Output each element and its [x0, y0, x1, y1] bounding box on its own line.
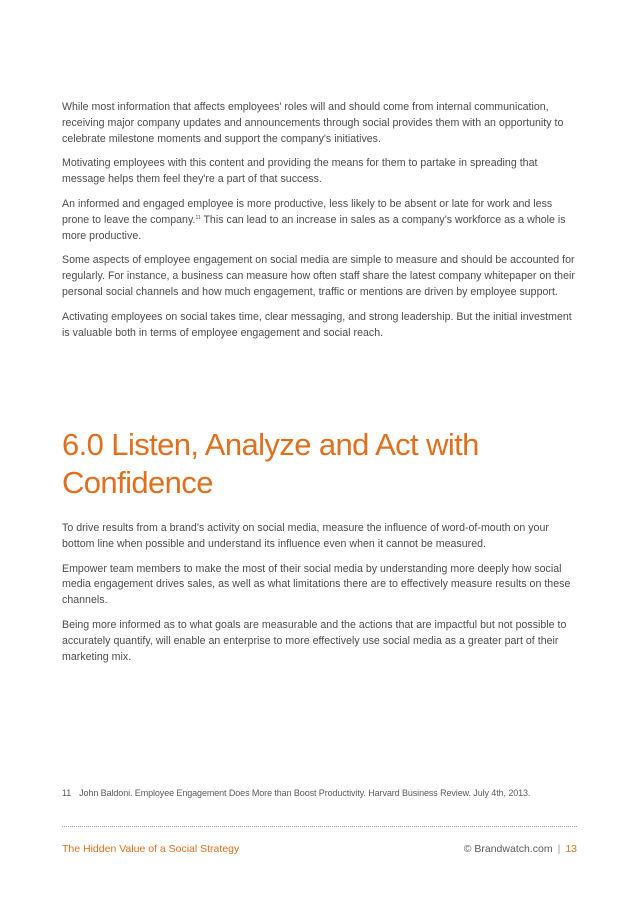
footer-copyright[interactable]: © Brandwatch.com: [463, 843, 553, 855]
section-text-block: [62, 521, 577, 674]
footnote-number: 11: [62, 788, 72, 798]
intro-paragraph-2: Motivating employees with this content and providing the means for them to partake in spreading that message helps them feel they're a part of that success.: [62, 157, 538, 186]
footer-divider: [62, 826, 577, 827]
footnote: [62, 787, 582, 799]
intro-paragraph-3-text-before: An informed and engaged employee is more productive, less likely to be absent or late for work and less prone to leave the company.: [62, 197, 553, 226]
footnote-text: John Baldoni. Employee Engagement Does More than Boost Productivity. Harvard Business Review. July 4th, 2013.: [79, 788, 531, 798]
footer-separator: |: [557, 843, 561, 855]
section-heading-line-2: Confidence: [62, 465, 213, 500]
page-number: 13: [565, 843, 577, 855]
section-paragraph-3: Being more informed as to what goals are measurable and the actions that are impactful but not possible to accurately quantify, will enable an enterprise to more effectively use social media as a greater part of their marketing mix.: [62, 618, 567, 663]
intro-paragraph-3-text-after: This can lead to an increase in sales as a company's workforce as a whole is more productive.: [62, 213, 566, 242]
intro-paragraph-4: Some aspects of employee engagement on social media are simple to measure and should be accounted for regularly. For instance, a business can measure how often staff share the latest company whitepaper on their personal social channels and how much engagement, traffic or mentions are driven by employee support.: [62, 254, 575, 298]
footnote-reference[interactable]: 11: [195, 214, 201, 221]
intro-paragraph-5: Activating employees on social takes time, clear messaging, and strong leadership. But the initial investment is valuable both in terms of employee engagement and social reach.: [62, 310, 572, 339]
section-heading-line-1: 6.0 Listen, Analyze and Act with: [62, 427, 479, 462]
section-heading: [62, 426, 577, 502]
section-paragraph-2: Empower team members to make the most of their social media by understanding more deeply how social media engagement drives sales, as well as what limitations there are to effectively measure results on these channels.: [62, 562, 571, 607]
intro-paragraph-1: While most information that affects employees' roles will and should come from internal communication, receiving major company updates and announcements through social provides them with an opportunity to celebrate milestone moments and support the company's initiatives.: [62, 101, 564, 145]
intro-text-block: [62, 100, 577, 350]
page-footer: [62, 842, 577, 856]
footer-right: [464, 842, 577, 856]
footer-document-title: The Hidden Value of a Social Strategy: [62, 843, 240, 855]
section-paragraph-1: To drive results from a brand's activity on social media, measure the influence of word-of-mouth on your bottom line when possible and understand its influence even when it cannot be measured.: [62, 522, 549, 550]
intro-paragraph-3: [62, 197, 577, 244]
